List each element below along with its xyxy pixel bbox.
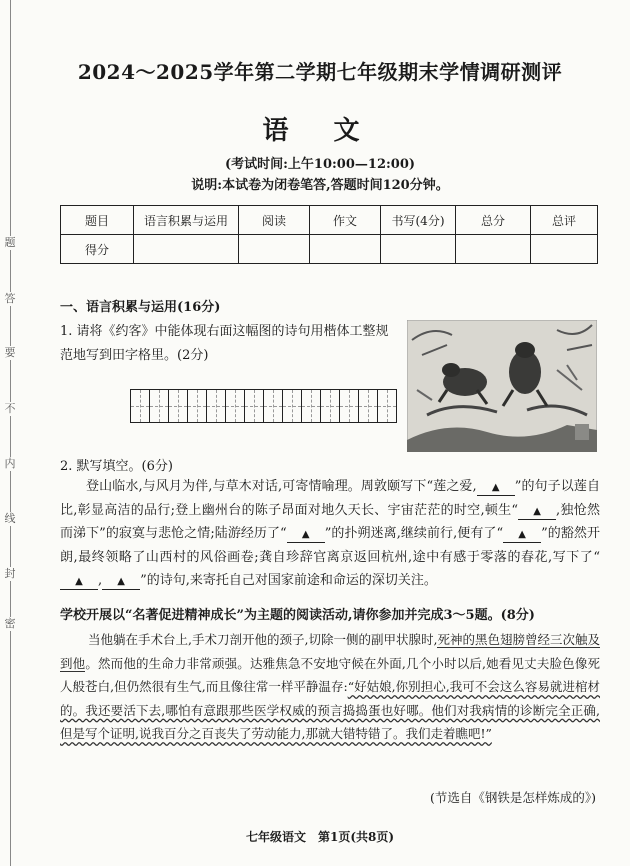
score-cell[interactable] bbox=[310, 235, 381, 264]
tianzige-cell[interactable] bbox=[359, 390, 378, 422]
tianzige-cell[interactable] bbox=[169, 390, 188, 422]
binding-char: 题 bbox=[2, 236, 18, 250]
score-table-score-row bbox=[61, 235, 598, 264]
ink-painting-frogs-illustration bbox=[407, 320, 597, 452]
tianzige-cell[interactable] bbox=[207, 390, 226, 422]
tianzige-cell[interactable] bbox=[340, 390, 359, 422]
binding-char: 答 bbox=[2, 292, 18, 306]
excerpt-text: 当他躺在手术台上,手术刀剖开他的颈子,切除一侧的副甲状腺时, bbox=[88, 632, 438, 647]
score-cell[interactable] bbox=[456, 235, 531, 264]
excerpt-underlined-sentence: 死神的黑色翅膀曾经三次触及到他 bbox=[60, 632, 600, 671]
passage-text: , bbox=[98, 573, 103, 588]
tianzige-cell[interactable] bbox=[302, 390, 321, 422]
question-2-title: 2. 默写填空。(6分) bbox=[60, 459, 173, 474]
score-table bbox=[60, 205, 598, 264]
score-cell[interactable] bbox=[134, 235, 239, 264]
excerpt-text: 。然而他的生命力非常顽强。达雅焦急不安地守候在外面,几个小时以后,她看见丈夫脸色像死人般苍白,但仍然很有生气,而且像往常一样平静温存: bbox=[60, 655, 600, 694]
fill-blank-5[interactable]: ▲ bbox=[60, 575, 98, 590]
exam-note: 说明:本试卷为闭卷笔答,答题时间120分钟。 bbox=[191, 178, 449, 193]
passage-text: ”的诗句,来寄托自己对国家前途和命运的深切关注。 bbox=[140, 573, 437, 588]
question-2-passage bbox=[60, 475, 600, 593]
binding-char: 密 bbox=[2, 617, 18, 631]
score-header-cell: 总评 bbox=[531, 206, 598, 235]
tianzige-cell[interactable] bbox=[264, 390, 283, 422]
tianzige-cell[interactable] bbox=[378, 390, 396, 422]
binding-margin bbox=[0, 0, 22, 866]
tianzige-cell[interactable] bbox=[131, 390, 150, 422]
section-1-title: 一、语言积累与运用(16分) bbox=[60, 300, 221, 315]
page-footer: 七年级语文 第1页(共8页) bbox=[245, 830, 395, 844]
score-header-cell: 书写(4分) bbox=[381, 206, 456, 235]
score-row-label: 得分 bbox=[61, 235, 134, 264]
tianzige-cell[interactable] bbox=[245, 390, 264, 422]
score-header-cell: 总分 bbox=[456, 206, 531, 235]
fill-blank-6[interactable]: ▲ bbox=[102, 575, 140, 590]
question-1-text: 1. 请将《约客》中能体现右面这幅图的诗句用楷体工整规范地写到田字格里。(2分) bbox=[60, 324, 389, 363]
reading-excerpt bbox=[60, 628, 600, 746]
tianzige-cell[interactable] bbox=[226, 390, 245, 422]
binding-char: 线 bbox=[2, 512, 18, 526]
score-header-cell: 阅读 bbox=[239, 206, 310, 235]
passage-text: 登山临水,与风月为伴,与草木对话,可寄情喻理。周敦颐写下“莲之爱, bbox=[86, 479, 477, 494]
tianzige-cell[interactable] bbox=[283, 390, 302, 422]
excerpt-wavy-underlined-quote: “好姑娘,你别担心,我可不会这么容易就进棺材的。我还要活下去,哪怕有意跟那些医学权威的预言捣捣蛋也好哪。他们对我病情的诊断完全正确,但是写个证明,说我百分之百丧失了劳动能力,那就大错特错了。我们走着瞧吧!” bbox=[60, 679, 600, 741]
binding-char: 内 bbox=[2, 457, 18, 471]
score-cell[interactable] bbox=[531, 235, 598, 264]
reading-intro: 学校开展以“名著促进精神成长”为主题的阅读活动,请你参加并完成3～5题。(8分) bbox=[60, 608, 535, 623]
passage-text: ”的豁然开朗,最终领略了山西村的风俗画卷;龚自珍辞官离京返回杭州,途中有感于零落的春花,写下了“ bbox=[60, 526, 600, 565]
fill-blank-3[interactable]: ▲ bbox=[287, 528, 325, 543]
exam-title: 2024～2025学年第二学期七年级期末学情调研测评 bbox=[77, 60, 563, 84]
fill-blank-4[interactable]: ▲ bbox=[503, 528, 541, 543]
binding-char: 要 bbox=[2, 346, 18, 360]
passage-text: ”的扑朔迷离,继续前行,便有了“ bbox=[324, 526, 504, 541]
subject-title: 语 文 bbox=[262, 116, 378, 146]
score-cell[interactable] bbox=[381, 235, 456, 264]
fill-blank-1[interactable]: ▲ bbox=[477, 481, 515, 496]
tianzige-grid[interactable] bbox=[130, 389, 397, 423]
passage-text: ”的句子以莲自比,彰显高洁的品行;登上幽州台的陈子昂面对地久天长、宇宙茫茫的时空,顿生“ bbox=[60, 479, 600, 518]
binding-char: 不 bbox=[2, 402, 18, 416]
tianzige-cell[interactable] bbox=[321, 390, 340, 422]
score-header-cell: 题目 bbox=[61, 206, 134, 235]
tianzige-cell[interactable] bbox=[150, 390, 169, 422]
tianzige-cell[interactable] bbox=[188, 390, 207, 422]
score-header-cell: 语言积累与运用 bbox=[134, 206, 239, 235]
score-table-header-row bbox=[61, 206, 598, 235]
binding-line bbox=[10, 0, 11, 866]
binding-char: 封 bbox=[2, 567, 18, 581]
score-cell[interactable] bbox=[239, 235, 310, 264]
passage-text: ,独怆然而涕下”的寂寞与悲怆之情;陆游经历了“ bbox=[60, 502, 600, 541]
excerpt-source: (节选自《钢铁是怎样炼成的》) bbox=[429, 790, 596, 805]
exam-time: (考试时间:上午10:00—12:00) bbox=[224, 157, 416, 172]
score-header-cell: 作文 bbox=[310, 206, 381, 235]
fill-blank-2[interactable]: ▲ bbox=[518, 505, 556, 520]
